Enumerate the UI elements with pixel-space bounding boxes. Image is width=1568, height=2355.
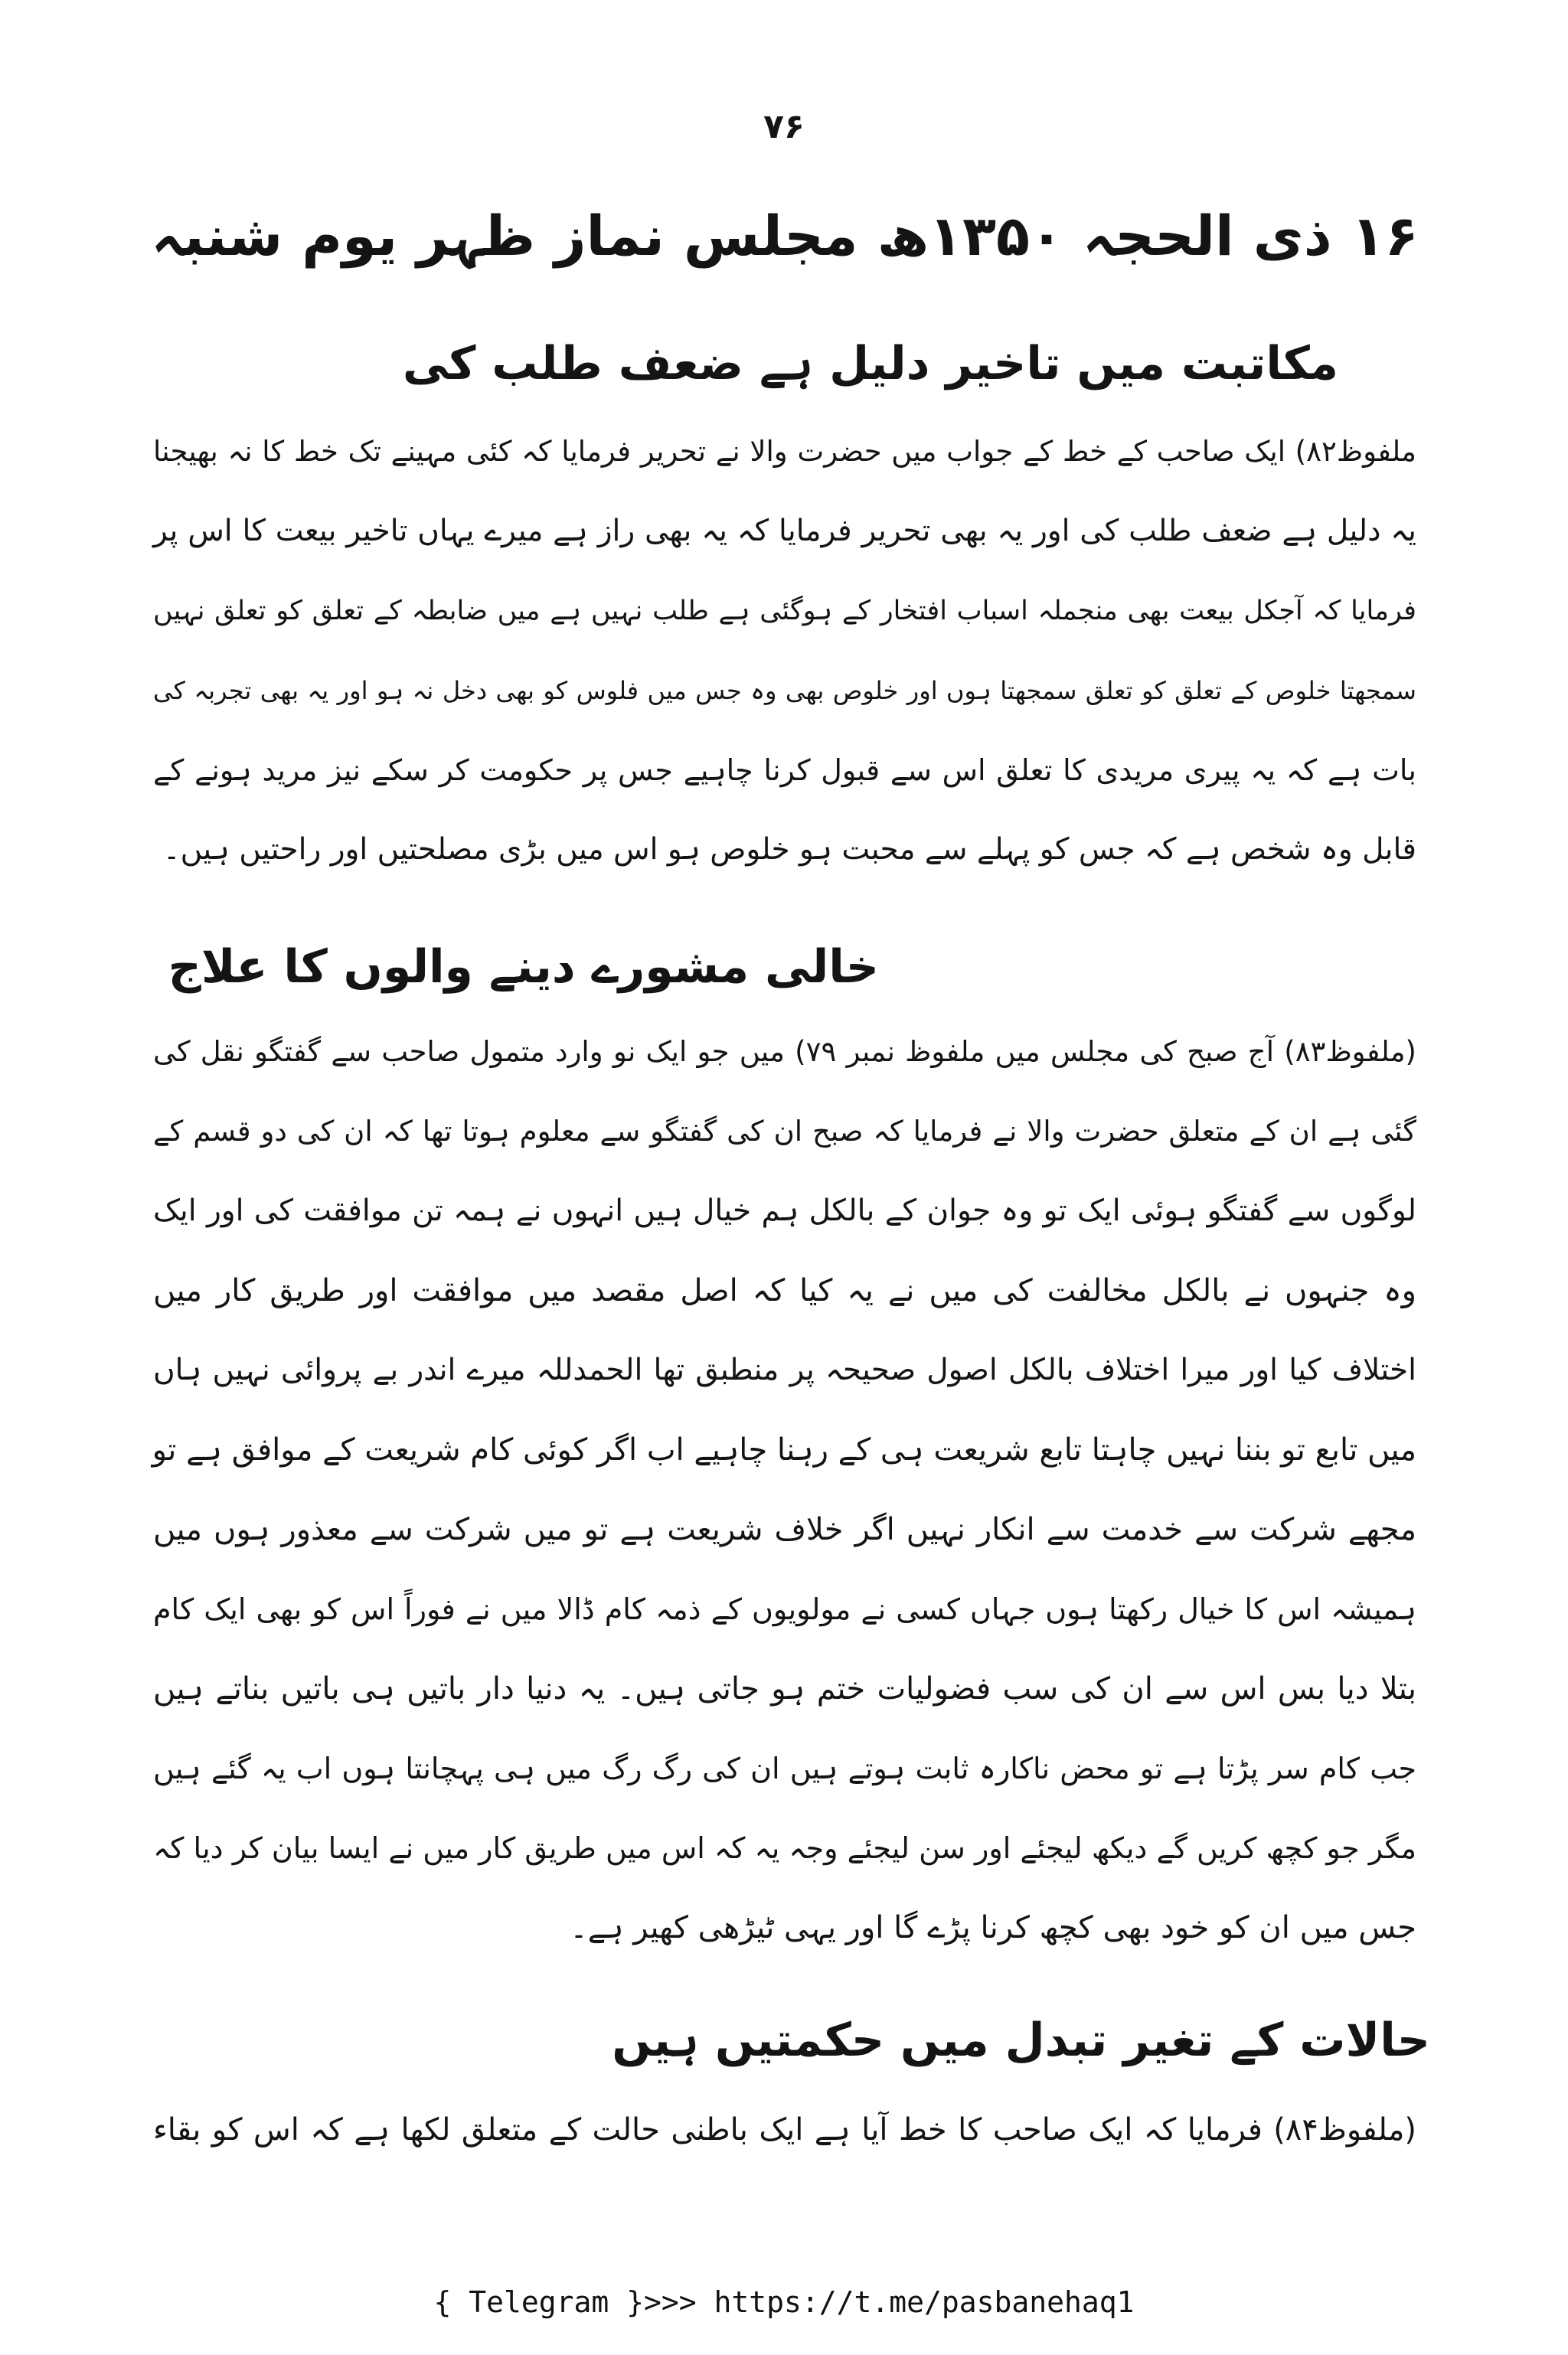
text-line: ہمیشہ اس کا خیال رکھتا ہوں جہاں کسی نے مولویوں کے ذمہ کام ڈالا میں نے فوراً اس کو بھی ایک کام	[153, 1592, 1416, 1626]
section-heading-2: خالی مشورے دینے والوں کا علاج	[168, 940, 879, 994]
paragraph-malfuz-84	[153, 2090, 1416, 2170]
text-line: بات ہے کہ یہ پیری مریدی کا تعلق اس سے قبول کرنا چاہیے جس پر حکومت کر سکے نیز مرید ہونے کے	[153, 753, 1416, 787]
text-line: مجھے شرکت سے خدمت سے انکار نہیں اگر خلاف شریعت ہے تو میں شرکت سے معذور ہوں میں	[153, 1512, 1416, 1547]
page-number: ۷۶	[763, 107, 805, 146]
text-line: (ملفوظ۸۴) فرمایا کہ ایک صاحب کا خط آیا ہے ایک باطنی حالت کے متعلق لکھا ہے کہ اس کو بقاء	[153, 2112, 1416, 2148]
text-line: میں تابع تو بننا نہیں چاہتا تابع شریعت ہی کے رہنا چاہیے اب اگر کوئی کام شریعت کے موافق ہے تو	[152, 1432, 1416, 1468]
text-line: یہ دلیل ہے ضعف طلب کی اور یہ بھی تحریر فرمایا کہ یہ بھی راز ہے میرے یہاں تاخیر بیعت کا اس پر	[153, 514, 1416, 548]
text-line: قابل وہ شخص ہے کہ جس کو پہلے سے محبت ہو خلوص ہو اس میں بڑی مصلحتیں اور راحتیں ہیں۔	[162, 832, 1416, 867]
text-line: اختلاف کیا اور میرا اختلاف بالکل اصول صحیحہ پر منطبق تھا الحمدللہ میرے اندر بے پروائی نہیں ہاں	[153, 1353, 1416, 1387]
text-line: بتلا دیا بس اس سے ان کی سب فضولیات ختم ہو جاتی ہیں۔ یہ دنیا دار باتیں ہی باتیں بناتے ہیں	[153, 1671, 1416, 1707]
text-line: ملفوظ۸۲) ایک صاحب کے خط کے جواب میں حضرت والا نے تحریر فرمایا کہ کئی مہینے تک خط کا نہ بھیجنا	[153, 435, 1416, 468]
text-line: جب کام سر پڑتا ہے تو محض ناکارہ ثابت ہوتے ہیں ان کی رگ رگ میں ہی پہچانتا ہوں اب یہ گئے ہیں	[153, 1752, 1416, 1785]
text-line: سمجھتا خلوص کے تعلق کو تعلق سمجھتا ہوں اور خلوص بھی وہ جس میں فلوس کو بھی دخل نہ ہو اور یہ بھی تجربہ کی	[153, 676, 1416, 705]
text-line: گئی ہے ان کے متعلق حضرت والا نے فرمایا کہ صبح ان کی گفتگو سے معلوم ہوتا تھا کہ ان کی دو قسم کے	[153, 1115, 1416, 1148]
text-line: جس میں ان کو خود بھی کچھ کرنا پڑے گا اور یہی ٹیڑھی کھیر ہے۔	[570, 1910, 1416, 1945]
text-line: (ملفوظ۸۳) آج صبح کی مجلس میں ملفوظ نمبر ۷۹) میں جو ایک نو وارد متمول صاحب سے گفتگو نقل کی	[153, 1035, 1416, 1068]
footer-telegram-link: { Telegram }>>> https://t.me/pasbanehaq1	[433, 2285, 1135, 2319]
section-heading-3: حالات کے تغیر تبدل میں حکمتیں ہیں	[612, 2014, 1430, 2067]
text-line: لوگوں سے گفتگو ہوئی ایک تو وہ جوان کے بالکل ہم خیال ہیں انہوں نے ہمہ تن موافقت کی اور ایک	[153, 1194, 1416, 1228]
main-heading: ۱۶ ذی الحجہ ۱۳۵۰ھ مجلس نماز ظہر یوم شنبہ	[151, 204, 1419, 268]
text-line: وہ جنہوں نے بالکل مخالفت کی میں نے یہ کیا کہ اصل مقصد میں موافقت اور طریق کار میں	[153, 1273, 1416, 1308]
section-heading-1: مکاتبت میں تاخیر دلیل ہے ضعف طلب کی	[402, 337, 1338, 390]
text-line: فرمایا کہ آجکل بیعت بھی منجملہ اسباب افتخار کے ہوگئی ہے طلب نہیں ہے میں ضابطہ کے تعلق کو تعلق نہیں	[153, 596, 1416, 626]
text-line: مگر جو کچھ کریں گے دیکھ لیجئے اور سن لیجئے وجہ یہ کہ اس میں طریق کار میں نے ایسا بیان کر دیا کہ	[153, 1831, 1416, 1865]
paragraph-malfuz-83	[153, 1012, 1416, 1968]
paragraph-malfuz-82	[153, 412, 1416, 890]
